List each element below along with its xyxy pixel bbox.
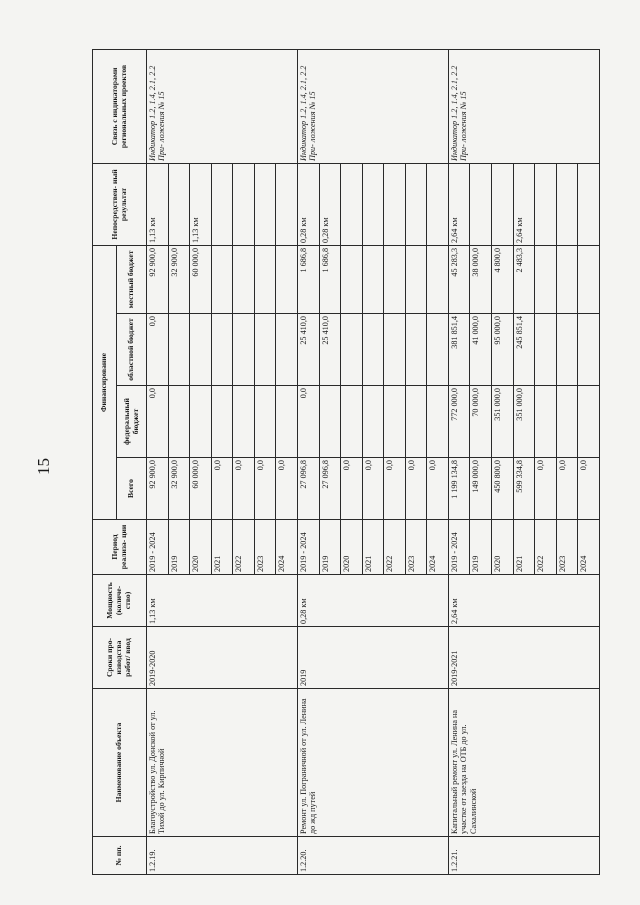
- header-result: Непосредствен- ный результат: [93, 163, 147, 245]
- local-cell: [384, 245, 406, 313]
- regional-cell: 245 851,4: [513, 314, 535, 386]
- total-cell: 149 000,0: [470, 458, 492, 520]
- header-federal: федеральный бюджет: [117, 386, 147, 458]
- local-cell: [556, 245, 578, 313]
- total-cell: 0,0: [211, 458, 233, 520]
- local-cell: [276, 245, 298, 313]
- total-cell: 32 900,0: [168, 458, 190, 520]
- period-cell: 2023: [405, 520, 427, 575]
- financing-table: [92, 49, 600, 875]
- total-cell: 0,0: [535, 458, 557, 520]
- period-cell: 2024: [427, 520, 449, 575]
- federal-cell: [362, 386, 384, 458]
- regional-cell: [427, 314, 449, 386]
- result-cell: 0,28 км: [297, 163, 319, 245]
- project-number: 1.2.20.: [297, 837, 448, 875]
- total-cell: 0,0: [254, 458, 276, 520]
- result-cell: [492, 163, 514, 245]
- federal-cell: 0,0: [147, 386, 169, 458]
- table-body: [147, 49, 600, 874]
- period-cell: 2023: [254, 520, 276, 575]
- result-cell: [168, 163, 190, 245]
- federal-cell: [211, 386, 233, 458]
- period-cell: 2019: [470, 520, 492, 575]
- period-cell: 2024: [578, 520, 600, 575]
- regional-cell: [276, 314, 298, 386]
- local-cell: [405, 245, 427, 313]
- regional-cell: 381 851,4: [448, 314, 470, 386]
- total-cell: 599 334,8: [513, 458, 535, 520]
- result-cell: 1,13 км: [147, 163, 169, 245]
- period-cell: 2022: [384, 520, 406, 575]
- result-cell: 1,13 км: [190, 163, 212, 245]
- result-cell: 2,64 км: [513, 163, 535, 245]
- page-number: 15: [34, 458, 53, 475]
- total-cell: 0,0: [556, 458, 578, 520]
- period-cell: 2020: [492, 520, 514, 575]
- federal-cell: [319, 386, 341, 458]
- total-cell: 0,0: [233, 458, 255, 520]
- federal-cell: [341, 386, 363, 458]
- regional-cell: 25 410,0: [319, 314, 341, 386]
- project-dates: 2019-2021: [448, 627, 599, 689]
- result-cell: 0,28 км: [319, 163, 341, 245]
- regional-cell: [341, 314, 363, 386]
- result-cell: [211, 163, 233, 245]
- regional-cell: [535, 314, 557, 386]
- period-cell: 2023: [556, 520, 578, 575]
- federal-cell: [405, 386, 427, 458]
- regional-cell: [211, 314, 233, 386]
- local-cell: [254, 245, 276, 313]
- project-number: 1.2.19.: [147, 837, 298, 875]
- regional-cell: [254, 314, 276, 386]
- header-local: местный бюджет: [117, 245, 147, 313]
- indicator-link: Индикатор 1.2, 1.4, 2.1, 2.2 При- ложения № 15: [297, 49, 448, 163]
- header-capacity: Мощность (количе- ство): [93, 575, 147, 627]
- regional-cell: [578, 314, 600, 386]
- result-cell: [578, 163, 600, 245]
- header-period: Период реализа- ции: [93, 520, 147, 575]
- project-capacity: 2,64 км: [448, 575, 599, 627]
- period-cell: 2022: [233, 520, 255, 575]
- total-cell: 0,0: [362, 458, 384, 520]
- local-cell: 38 000,0: [470, 245, 492, 313]
- period-cell: 2019 - 2024: [147, 520, 169, 575]
- indicator-link: Индикатор 1.2, 1.4, 2.1, 2.2 При- ложения № 15: [448, 49, 599, 163]
- result-cell: [233, 163, 255, 245]
- total-cell: 0,0: [384, 458, 406, 520]
- period-cell: 2024: [276, 520, 298, 575]
- local-cell: 60 000,0: [190, 245, 212, 313]
- regional-cell: [190, 314, 212, 386]
- header-dates: Сроки про- изводства работ/ ввод: [93, 627, 147, 689]
- regional-cell: [405, 314, 427, 386]
- federal-cell: 772 000,0: [448, 386, 470, 458]
- period-cell: 2019 - 2024: [297, 520, 319, 575]
- local-cell: [535, 245, 557, 313]
- local-cell: [211, 245, 233, 313]
- result-cell: [384, 163, 406, 245]
- federal-cell: [556, 386, 578, 458]
- federal-cell: [384, 386, 406, 458]
- local-cell: [341, 245, 363, 313]
- local-cell: 2 483,3: [513, 245, 535, 313]
- local-cell: [578, 245, 600, 313]
- result-cell: [556, 163, 578, 245]
- result-cell: [362, 163, 384, 245]
- result-cell: [276, 163, 298, 245]
- regional-cell: [168, 314, 190, 386]
- local-cell: 1 686,8: [297, 245, 319, 313]
- result-cell: [535, 163, 557, 245]
- local-cell: 92 900,0: [147, 245, 169, 313]
- local-cell: [362, 245, 384, 313]
- regional-cell: 41 000,0: [470, 314, 492, 386]
- federal-cell: [578, 386, 600, 458]
- period-cell: 2020: [190, 520, 212, 575]
- header-name: Наименование объекта: [93, 689, 147, 837]
- federal-cell: 351 000,0: [492, 386, 514, 458]
- regional-cell: 25 410,0: [297, 314, 319, 386]
- header-regional: областной бюджет: [117, 314, 147, 386]
- table-row: [147, 49, 169, 874]
- total-cell: 27 096,8: [297, 458, 319, 520]
- result-cell: [470, 163, 492, 245]
- total-cell: 450 800,0: [492, 458, 514, 520]
- result-cell: [341, 163, 363, 245]
- regional-cell: 95 000,0: [492, 314, 514, 386]
- project-name: Благоустройство ул. Донской от ул. Тихой до ул. Кирпичной: [147, 689, 298, 837]
- period-cell: 2019 - 2024: [448, 520, 470, 575]
- local-cell: 45 283,3: [448, 245, 470, 313]
- period-cell: 2021: [211, 520, 233, 575]
- header-total: Всего: [117, 458, 147, 520]
- local-cell: 32 900,0: [168, 245, 190, 313]
- project-name: Капитальный ремонт ул. Ленина на участке от заезда на ОТБ до ул. Сахалинской: [448, 689, 599, 837]
- period-cell: 2021: [362, 520, 384, 575]
- regional-cell: 0,0: [147, 314, 169, 386]
- period-cell: 2019: [319, 520, 341, 575]
- project-number: 1.2.21.: [448, 837, 599, 875]
- project-capacity: 1,13 км: [147, 575, 298, 627]
- period-cell: 2020: [341, 520, 363, 575]
- total-cell: 27 096,8: [319, 458, 341, 520]
- federal-cell: 0,0: [297, 386, 319, 458]
- federal-cell: [190, 386, 212, 458]
- local-cell: [233, 245, 255, 313]
- result-cell: [427, 163, 449, 245]
- period-cell: 2021: [513, 520, 535, 575]
- period-cell: 2019: [168, 520, 190, 575]
- regional-cell: [233, 314, 255, 386]
- project-capacity: 0,28 км: [297, 575, 448, 627]
- regional-cell: [556, 314, 578, 386]
- period-cell: 2022: [535, 520, 557, 575]
- header-financing: Финансирование: [93, 245, 117, 519]
- regional-cell: [384, 314, 406, 386]
- project-dates: 2019: [297, 627, 448, 689]
- federal-cell: [535, 386, 557, 458]
- federal-cell: [276, 386, 298, 458]
- table-row: [448, 49, 470, 874]
- total-cell: 0,0: [405, 458, 427, 520]
- total-cell: 60 000,0: [190, 458, 212, 520]
- federal-cell: [254, 386, 276, 458]
- project-dates: 2019-2020: [147, 627, 298, 689]
- total-cell: 92 900,0: [147, 458, 169, 520]
- result-cell: [405, 163, 427, 245]
- total-cell: 1 199 134,8: [448, 458, 470, 520]
- result-cell: 2,64 км: [448, 163, 470, 245]
- regional-cell: [362, 314, 384, 386]
- total-cell: 0,0: [427, 458, 449, 520]
- federal-cell: [233, 386, 255, 458]
- header-link: Связь с индикаторами региональных проектов: [93, 49, 147, 163]
- total-cell: 0,0: [341, 458, 363, 520]
- project-name: Ремонт ул. Пограничной от ул. Ленина до жд путей: [297, 689, 448, 837]
- total-cell: 0,0: [578, 458, 600, 520]
- local-cell: [427, 245, 449, 313]
- local-cell: 4 800,0: [492, 245, 514, 313]
- federal-cell: [168, 386, 190, 458]
- federal-cell: [427, 386, 449, 458]
- federal-cell: 70 000,0: [470, 386, 492, 458]
- total-cell: 0,0: [276, 458, 298, 520]
- local-cell: 1 686,8: [319, 245, 341, 313]
- result-cell: [254, 163, 276, 245]
- header-num: № пп.: [93, 837, 147, 875]
- federal-cell: 351 000,0: [513, 386, 535, 458]
- indicator-link: Индикатор 1.2, 1.4, 2.1, 2.2 При- ложения № 15: [147, 49, 298, 163]
- table-row: [297, 49, 319, 874]
